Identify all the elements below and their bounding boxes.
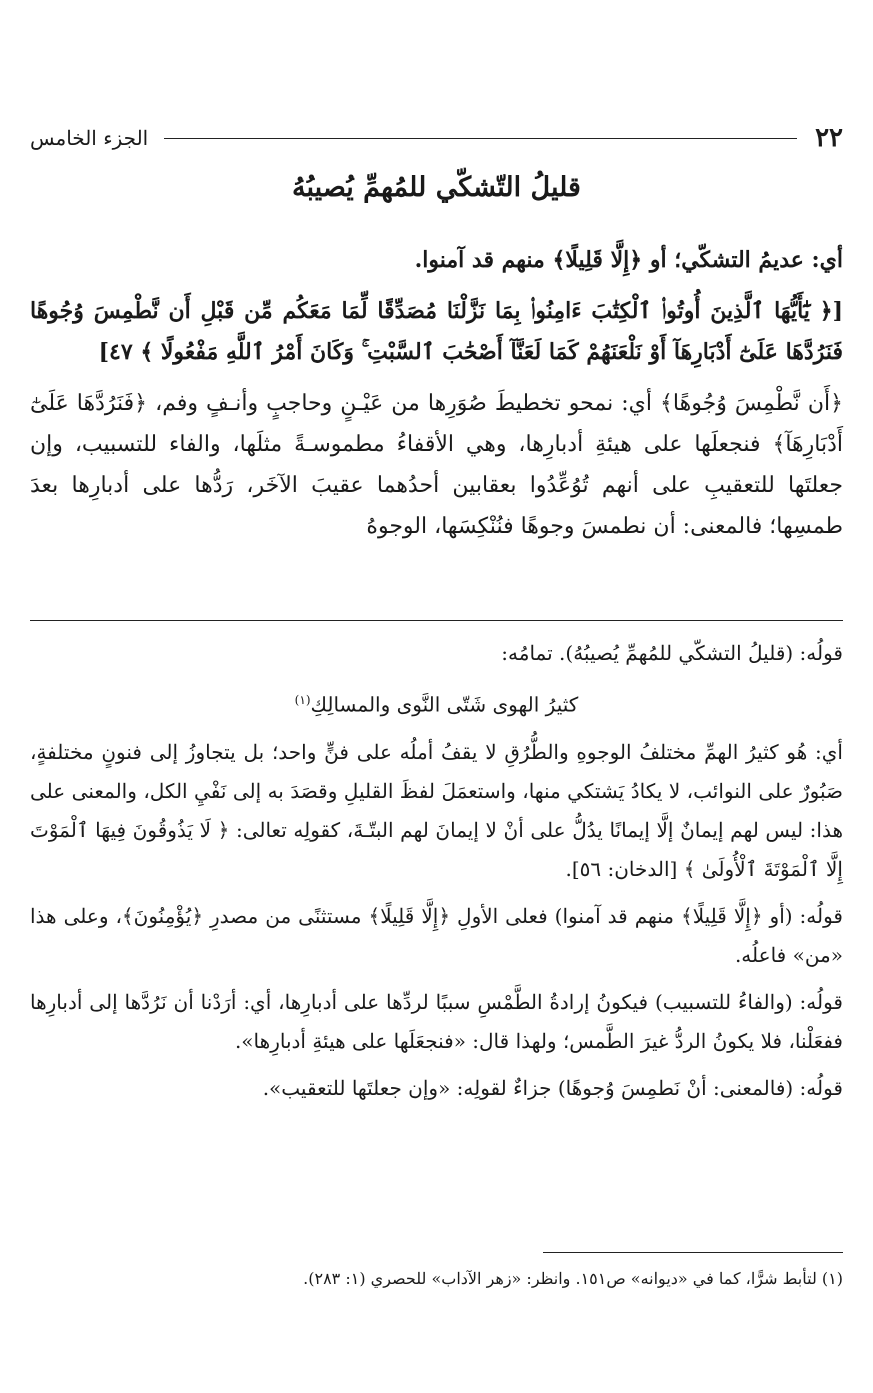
page-header — [30, 118, 843, 158]
commentary-paragraph-3: قولُه: (أو ﴿إِلَّا قَلِيلًا﴾ منهم قد آمنوا) فعلى الأولِ ﴿إِلَّا قَلِيلًا﴾ مستثنًى من مصدرِ ﴿يُؤْمِنُونَ﴾، وعلى هذا «من» فاعلُه. — [30, 903, 843, 967]
quran-verse-block: [﴿ يَٰٓأَيُّهَا ٱلَّذِينَ أُوتُوا۟ ٱلْكِتَٰبَ ءَامِنُوا۟ بِمَا نَزَّلْنَا مُصَدِّقًا لِّمَا مَعَكُم مِّن قَبْلِ أَن نَّطْمِسَ وُجُوهًا فَنَرُدَّهَا عَلَىٰٓ أَدْبَارِهَآ أَوْ نَلْعَنَهُمْ كَمَا لَعَنَّآ أَصْحَٰبَ ٱلسَّبْتِ ۚ وَكَانَ أَمْرُ ٱللَّهِ مَفْعُولًا ﴾ ٤٧] — [30, 298, 843, 365]
commentary-text — [30, 634, 843, 1116]
page-number: ٢٢ — [815, 123, 843, 153]
part-title: الجزء الخامس — [30, 126, 149, 150]
header-rule — [164, 138, 797, 139]
text-divider — [30, 620, 843, 621]
footnote: (١) لتأبط شرًّا، كما في «ديوانه» ص١٥١. وانظر: «زهر الآداب» للحصري (١: ٢٨٣). — [303, 1269, 843, 1288]
footnote-ref[interactable]: (١) — [294, 693, 311, 707]
commentary-paragraph-1: قولُه: (قليلُ التشكّي للمُهمِّ يُصيبُهُ). تمامُه: — [501, 641, 843, 665]
commentary-paragraph-4: قولُه: (والفاءُ للتسبيب) فيكونُ إرادةُ الطَّمْسِ سببًا لردِّها على أدبارِها، أي: أرَدْنا أن نَرُدَّها إلى أدبارِها ففعَلْنا، فلا يكونُ الردُّ غيرَ الطَّمس؛ ولهذا قال: «فنجعَلَها على هيئةِ أدبارِها». — [30, 989, 843, 1053]
poetry-verse — [30, 681, 843, 725]
commentary-paragraph-2: أي: هُو كثيرُ الهمِّ مختلفُ الوجوهِ والطُّرُقِ لا يقفُ أملُه على فنٍّ واحد؛ بل يتجاوزُ إلى فنونٍ مختلفةٍ، صَبُورٌ على النوائب، لا يكادُ يَشتكي منها، واستعمَلَ لفظَ القليلِ وقصَدَ به إلى نَفْيِ الكل، والمعنى على هذا: ليس لهم إيمانٌ إلَّا إيمانًا يدُلُّ على أنْ لا إيمانَ لهم البتّـةَ، كقولِه تعالى: ﴿ لَا يَذُوقُونَ فِيهَا ٱلْمَوْتَ إِلَّا ٱلْمَوْتَةَ ٱلْأُولَىٰ ﴾ [الدخان: ٥٦]. — [30, 739, 843, 881]
main-text — [30, 240, 843, 557]
poetry-verse-text: كثيرُ الهوى شَتّى النَّوى والمسالِكِ — [310, 692, 579, 717]
commentary-paragraph-5: قولُه: (فالمعنى: أنْ نَطمِسَ وُجوهًا) جزاءٌ لقولِه: «وإن جعلتَها للتعقيب». — [262, 1075, 843, 1100]
footnote-rule — [543, 1252, 843, 1253]
main-paragraph-3: ﴿أَن نَّطْمِسَ وُجُوهًا﴾ أي: نمحو تخطيطَ صُوَرِها من عَيْـنٍ وحاجبٍ وأنـفٍ وفم، ﴿فَنَرُدَّهَا عَلَىٰٓ أَدْبَارِهَآ﴾ فنجعلَها على هيئةِ أدبارِها، وهي الأقفاءُ مطموسـةً مثلَها، والفاء للتسبيب، وإن جعلتَها للتعقيبِ على أنهم تُوُعِّدُوا بعقابين أحدُهما عقيبَ الآخَر، رَدُّها على أدبارِها بعدَ طمسِها؛ فالمعنى: أن نطمسَ وجوهًا فنُنْكِسَها، الوجوهُ — [30, 391, 843, 539]
section-title: قليلُ التّشكّي للمُهمِّ يُصيبُهُ — [292, 172, 581, 203]
main-paragraph-1: أي: عديمُ التشكّي؛ أو ﴿إِلَّا قَلِيلًا﴾ منهم قد آمنوا. — [414, 247, 843, 273]
